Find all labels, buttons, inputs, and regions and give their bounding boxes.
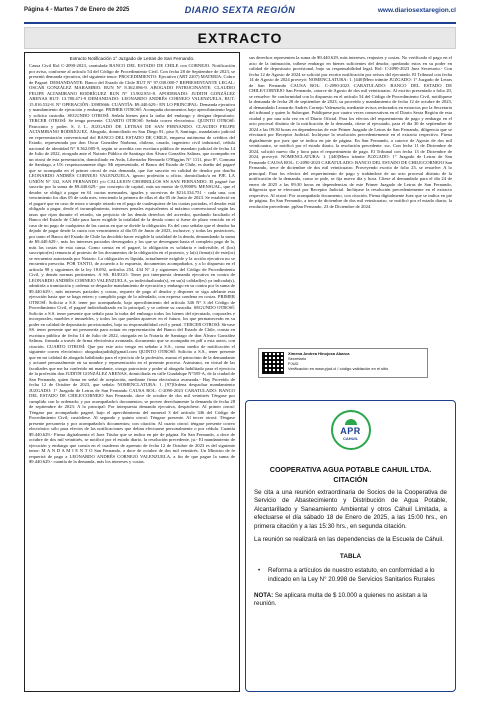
bullet-icon: • bbox=[258, 567, 261, 575]
note-text: Se aplicara multa de $ 10.000 a quienes no asistan a la reunión. bbox=[254, 591, 428, 608]
signature-block bbox=[258, 348, 428, 378]
notice-title: Extracto Notificación 1° Juzgado de Letras de San Fernando. bbox=[69, 56, 195, 61]
legal-notice-right-column bbox=[245, 52, 456, 344]
agenda-item bbox=[254, 567, 447, 583]
page-header bbox=[24, 6, 456, 20]
page-label: Página 4 - Martes 7 de Enero de 2025 bbox=[24, 7, 130, 13]
signer-role: Secretario bbox=[288, 356, 307, 361]
signer-detail: Verificación en www.pjud.cl / código validación en el sitio bbox=[288, 366, 389, 371]
logo-text: APR bbox=[340, 426, 361, 436]
legal-notice-left-column bbox=[24, 52, 240, 692]
section-title: EXTRACTO bbox=[197, 30, 283, 46]
section-banner bbox=[24, 27, 456, 49]
agenda-heading: TABLA bbox=[339, 553, 362, 561]
newspaper-title: DIARIO SEXTA REGIÓN bbox=[184, 5, 296, 15]
logo-subtext: CAHUIL bbox=[342, 436, 359, 441]
signer-court: PJUD bbox=[288, 361, 299, 366]
ad-paragraph-1: Se cita a una reunión extraordinaria de Socios de la Cooperativa de Servicio de Abastecimiento y Distribución de Agua Potable, Alcantarillado y Saneamiento Ambiental y otros Cáhuil Limitada, a efectuarse el día sábado 18 de Enero de 2025, a las 15:00 hrs., en primera citación y a las 15:30 hrs., en segunda citación. bbox=[254, 489, 447, 530]
notice-body: Causa Civil Rol C-2090-2023, caratulada BANCO DEL ESTADO DE CHILE con CORNEJO. Notificación por aviso, conforme al artículo 54 del Código de Procedimiento Civil. Con fecha 28 de Septiembre de 2023, se presentó demanda ejecutiva, del siguiente tenor: PROCEDIMIENTO: Ejecutivo (ART 2207) MATERIA: Cobro de Pagaré. DEMANDANTE: Banco del Estado de Chile RUT N° 97.030.000-7 REPRESENTANTE LEGAL: OSCAR GONZÁLEZ MARAMBIO. RUN N° 8.362.086-9. ABOGADO PATROCINANTE: CLAUDIO FELIPE ALTAMIRANO RODRÍGUEZ RUN N° 13.902.851-8. APODERADO: JUDITH GONZÁLEZ ARENAS RUT: 13.780.471-9 DEMANDADO: LEONARDO ANDRÉS CORNEJO VALENZUELA, RUT: 15.816.532-8. N° OPERACIÓN: 33985666. CUANTÍA: $9.440.629.- EN LO PRINCIPAL: Demanda ejecutiva y mandamiento de ejecución y embargo. PRIMER OTROSÍ: Acompaña documentos bajo apercibimiento legal y solicita custodia. SEGUNDO OTROSÍ: Señala bienes para la traba del embargo y designa depositario. TERCER OTROSÍ: Se tenga presente. CUARTO OTROSÍ: Señala correo electrónico. QUINTO OTROSÍ: Patrocinio y poder. S. J. L. JUZGADO DE LETRAS DE SAN FERNANDO. CLAUDIO FELIPE ALTAMIRANO RODRÍGUEZ, Abogado, domiciliado en San Diego 81, piso 8, Santiago, mandatario judicial en representación convencional del BANCO DEL ESTADO DE CHILE, empresa autónoma de créditos del Estado, representada por don Oscar González Narbona, chileno, casado, ingeniero civil industrial, cédula nacional de identidad N° 8.362.085-9, según se acredita con escritura pública de mandato judicial de fecha 14 de Julio de 2022, otorgada ante el Notario Público de Santiago don Álvaro González Salinas, que acompaño en un otrosí de esta presentación, domiciliado en Avda. Libertador Bernardo O'Higgins N° 1111, piso 8°, Comuna de Santiago, a US. respetuosamente digo: Mi representado, el Banco del Estado de Chile, es dueño del pagaré que se acompaña en el primer otrosí de esta demanda, que fue suscrito en calidad de deudor por don/ña LEONARDO ANDRÉS CORNEJO VALENZUELA, ignoro profesión u oficio, domiciliado/a en PJE. LA UNIÓN N° 332, SAN FERNANDO y/o CALLEJON CHORRILLOS SN SAN FERNANDO. El pagaré fue suscrito por la suma de $9.440.629.- por concepto de capital, más un monto de 0,9900% MENSUAL, que el deudor se obligó a pagar en 61 cuotas mensuales, iguales y sucesivas de $214.334.751 - cada una, con vencimiento los días 05 de cada mes, venciendo la primera de ellas el día 05 de Junio de 2023. Se estableció en el pagaré que en caso de mora o simple retardo en el pago de cualesquiera de las cuotas pactadas, el deudor está obligado a pagar, desde el incumplimiento, intereses penales equivalentes al máximo convencional según las tasas que rijan durante el retardo, sin perjuicio de las demás derechos del acreedor, quedando facultado el Banco del Estado de Chile para hacer exigible la totalidad de la deuda como si fuese de plazo vencido en el caso de no pago de cualquiera de las cuotas en que se divide la obligación. Es del caso señalar que el deudor ha dejado de pagar desde la cuota con vencimiento al día 05 de Junio de 2023, inclusive, y todas las posteriores, por tanto el Banco del Estado de Chile ha decidido hacer exigible la totalidad de la deuda, demandando la suma de $9.440.629.-, más los intereses pactados devengados y los que se devenguen hasta el completo pago de la, más las costas de esta causa. Como consta en el pagaré, la obligación es solidaria e indivisible, el (los) suscriptor(es) renuncia al protesto de los documentos de la obligación en el protesto, y la(s) firma(s) de este(os) se encuentra autorizada por Notario. La obligación es líquida, actualmente exigible y la acción ejecutiva no se encuentra prescrita. POR TANTO, de acuerdo a lo expuesto, documentos acompañados, y a lo dispuesto en el artículo 98 y siguientes de la ley 18.092, artículos 254, 434 N° 4 y siguientes del Código de Procedimiento Civil, y demás normas pertinentes. A SS. RUEGO: Tener por interpuesta demanda ejecutiva en contra de LEONARDO ANDRÉS CORNEJO VALENZUELA, ya individualizado(s), en su(s) calidad(es) ya indicada(s), admitirla a tramitación y ordenar se despache mandamiento de ejecución y embargo en su contra por la suma de $9.440.629.-, más intereses pactados y costas, requerir de pago al deudor y disponer se siga adelante esta ejecución hasta que se haga entero y cumplido pago de lo adeudado, con expresa condena en costas. PRIMER OTROSÍ: Solicito a S.S. tener por acompañado, bajo apercibimiento del artículo 346 N° 3 del Código de Procedimiento Civil, el pagaré individualizado en lo principal, y se ordene su custodia. SEGUNDO OTROSÍ: Solicito a S.S. tener presente que señalo para la traba del embargo todos los bienes del ejecutado, corporales e incorporales, muebles e inmuebles, y todos los que puedan aparecer en el futuro, los que permanecerán en su poder en calidad de depositario provisionales, bajo su responsabilidad civil y penal. TERCER OTROSÍ: Sírvase SS. tener presente que mi personería para actuar en representación del Banco del Estado de Chile, consta en escritura pública de fecha 14 de Julio de 2022, otorgada en la Notaría de Santiago de don Álvaro González Salinas, firmada a través de firma electrónica avanzada, documento que se acompaña en pdf a esta autos, con citación. CUARTO OTROSÍ: Que por este acto vengo en señalar a S.S., como medio de notificación el siguiente correo electrónico: abogadoajudith@gmail.com QUINTO OTROSÍ: Solicito a S.S., tener presente que en mi calidad de abogado habilitado para el ejercicio de la profesión, asumo el patrocinio de la demandante y actuaré personalmente en su nombre y representación en el presente proceso. Asimismo, en virtud de las facultades que me ha conferido mi mandante, otorgo patrocinio y poder al abogado habilitado para el ejercicio de la profesión don JUDITH GONZÁLEZ ARENAS, domiciliada en calle Guadalupe N°585-A, de la ciudad de San Fernando, quien firma en señal de aceptación, mediante firma electrónica avanzada.- Hay Proveído de fecha 12 de Octubre de 2023, que señala: NOMENCLATURA: 1. [97]Ordena despachar mandamiento JUZGADO: 1° Juzgado de Letras de San Fernando CAUSA ROL: C-2090-2023 CARATULADO: BANCO DEL ESTADO DE CHILE/CORNEJO San Fernando, doce de octubre de dos mil veintitrés Téngase por cumplido con lo ordenado; y por acompañado/s documentos; se provee derechamente la demanda de fecha 28 de septiembre de 2023: A lo principal: Por interpuesta demanda ejecutiva, despáchese. Al primer otrosí: Téngase por acompañado pagaré, bajo el apercibimiento del numeral 3 del artículo 346 del Código de Procedimiento Civil; custódiese. Al segundo y quinto otrosí: Téngase presente. Al tercer otrosí: Téngase presente personería y por acompañado/s documentos; con citación. Al cuarto otrosí: téngase presente correo electrónico sólo para efectos de las notificaciones que deban efectuarse personalmente o por cédula. Cuantía $9.440.629.- Firma digitalmente el Juez Titular que se indica en pie de página. En San Fernando, a doce de octubre de dos mil veintitrés, se notificó por el estado diario, la resolución precedente. ju.- El mandamiento de ejecución y embargo que consta en el cuaderno de apremio de fecha 12 de Octubre de 2023 es del siguiente tenor: M A N D A M I E N T O San Fernando, a doce de octubre de dos mil veintitrés. Un Ministro de fe requerirá de pago a LEONARDO ANDRÉS CORNEJO VALENZUELA, a fin de que pague la suma de $9.440.629.- cuantía de la demanda, más los intereses y costas. bbox=[29, 63, 237, 464]
qr-code-icon bbox=[262, 352, 284, 374]
signer-name: Ximena Andrea Hinojosa Abarca bbox=[288, 351, 350, 356]
leaf-icon bbox=[345, 419, 357, 425]
ad-paragraph-2: La reunión se realizará en las dependencias de la Escuela de Cáhuil. bbox=[254, 536, 444, 544]
ad-title: COOPERATIVA AGUA POTABLE CAHUIL LTDA. bbox=[269, 465, 432, 474]
note-label: NOTA: bbox=[254, 591, 274, 599]
agenda-item-text: Reforma a artículos de nuestro estatuto, en conformidad a lo indicado en la Ley N° 20.998 de Servicios Sanitarios Rurales bbox=[268, 567, 435, 583]
website-link[interactable]: www.diariosextaregion.cl bbox=[377, 7, 456, 14]
water-drop-icon bbox=[331, 410, 371, 450]
notice-continuation: sus derechos representen la suma de $9.440.629, más intereses, reajustes y costas. No verificado el pago en el acto de la intimación, trábese embargo en bienes suficientes del deudor, quedando estos en su poder en calidad de depositario provisional, bajo su responsabilidad legal. Rol: C-2090-2023 Juez Secretario.- Con fecha 12 de Agosto de 2024 se solicitó por escrito notificación por avisos del ejecutado. El Tribunal con fecha 14 de Agosto de 2024 proveyó: NOMENCLATURA: 1. [440]Mero trámite JUZGADO: 1° Juzgado de Letras de San Fernando CAUSA ROL: C-2090-2023 CARATULADO: BANCO DEL ESTADO DE CHILE/CORNEJO San Fernando, catorce de Agosto de dos mil veinticuatro. Al escrito presentado a folio 20, se resuelve: Se conformidad con lo dispuesto en el artículo 54 del Código de Procedimiento Civil, notifíquese la demanda de fecha 28 de septiembre de 2023, su proveído y mandamiento de fecha 12 de octubre de 2023, al demandado Leonardo Andrés Cornejo Valenzuela, mediante avisos redactados en extractos por la Secretaria del tribunal y quien lo Subrogue. Publíquese por cuatro veces consecutivas en el Diario Sexta Región de esta ciudad y por una sola vez en el Diario Oficial. Para los efectos del requerimiento de pago y embargo en el acto procesal distinto de la notificación de la demanda, cítese al ejecutado, para el día 30 de septiembre de 2024 a las 09:30 horas en dependencias de este Primer Juzgado de Letras de San Fernando, diligencia que se efectuará por Receptor Judicial. Inclúyase la resolución precedentemente en el extracto respectivo. Firma digitalmente por juez que se indica en pie de página. En San Fernando, a catorce de Agosto de dos mil veinticuatro, se notificó por el estado diario, la resolución precedente. ssc. Con fecha 11 de Diciembre de 2024, solicitó nuevo día y hora para el requerimiento de pago. El Tribunal con fecha 13 de Diciembre de 2024, proveyó: NOMENCLATURA: 1. [440]Mero trámite JUZGADO: 1° Juzgado de Letras de San Fernando CAUSA ROL: C-2090-2023 CARATULADO: BANCO DEL ESTADO DE CHILE/CORNEJO San Fernando, trece de diciembre de dos mil veinticuatro. Proveyendo escrito de folio 25, se resuelve: A lo principal: Para los efectos del requerimiento de pago y trabándose de un acto procesal distinto de la notificación de la demanda, como se pide, se fija nuevo día y hora. Cítese al demandado para el día 24 de enero de 2025 a las 09:30 horas en dependencias de este Primer Juzgado de Letras de San Fernando, diligencia que se efectuará por Receptor Judicial. Inclúyase la resolución precedentemente en el extracto respectivo. Al otrosí: Por acompañado documento, con citación. Firma digitalmente Juez que se indica en pie de página. En San Fernando, a trece de diciembre de dos mil veinticuatro, se notificó por el estado diario, la resolución precedente. ppSan Fernando, 23 de Diciembre de 2024. bbox=[249, 55, 454, 209]
cooperative-notice-ad bbox=[245, 400, 456, 692]
ad-subtitle: CITACIÓN bbox=[333, 475, 368, 484]
header-divider bbox=[24, 22, 456, 24]
ad-note bbox=[254, 592, 447, 608]
apr-logo bbox=[254, 409, 447, 451]
